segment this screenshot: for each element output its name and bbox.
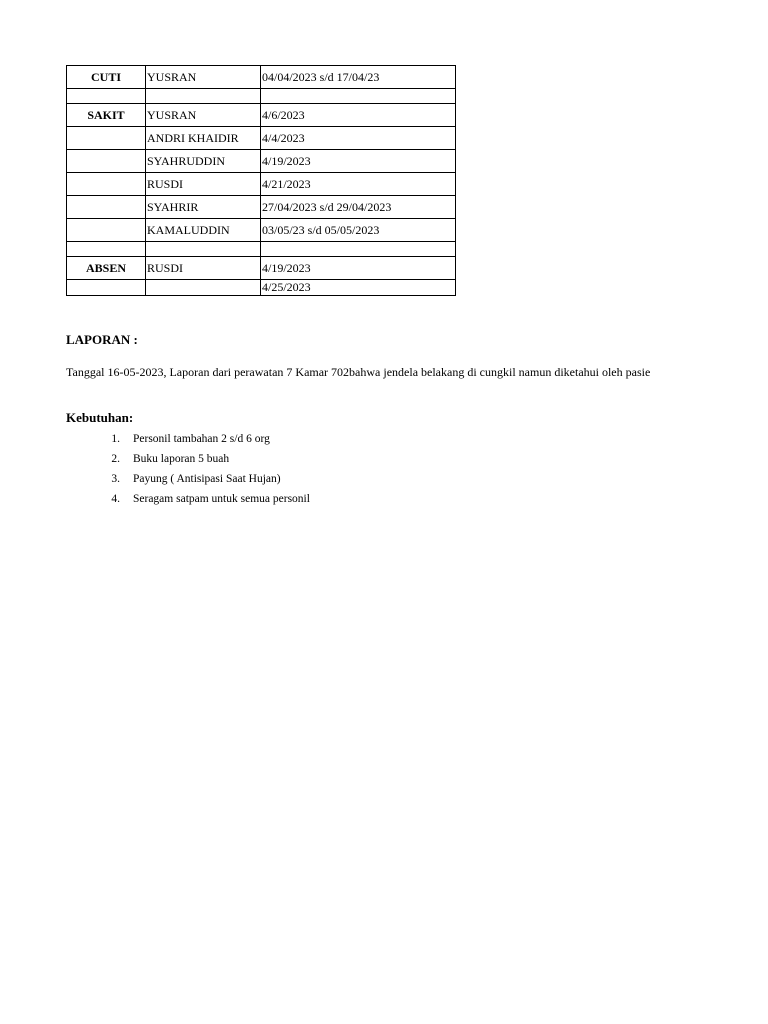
list-item-number: 4. — [111, 493, 120, 505]
name-cell: YUSRAN — [146, 104, 261, 127]
table-row — [67, 150, 456, 173]
name-cell: YUSRAN — [146, 66, 261, 89]
category-cell: SAKIT — [67, 104, 146, 127]
needs-list — [66, 432, 310, 512]
date-cell: 4/21/2023 — [261, 173, 456, 196]
name-cell: SYAHRUDDIN — [146, 150, 261, 173]
category-cell — [67, 173, 146, 196]
table-row — [67, 196, 456, 219]
name-cell — [146, 280, 261, 296]
list-item-number: 1. — [111, 433, 120, 445]
date-cell: 03/05/23 s/d 05/05/2023 — [261, 219, 456, 242]
date-cell: 4/4/2023 — [261, 127, 456, 150]
list-item — [66, 432, 310, 452]
name-cell: RUSDI — [146, 257, 261, 280]
name-cell: KAMALUDDIN — [146, 219, 261, 242]
list-item — [66, 472, 310, 492]
list-item-number: 2. — [111, 453, 120, 465]
category-cell — [67, 127, 146, 150]
list-item-text: Buku laporan 5 buah — [133, 453, 230, 465]
date-cell: 4/6/2023 — [261, 104, 456, 127]
date-cell — [261, 89, 456, 104]
date-cell: 04/04/2023 s/d 17/04/23 — [261, 66, 456, 89]
absence-table — [66, 65, 456, 296]
table-row — [67, 127, 456, 150]
name-cell: ANDRI KHAIDIR — [146, 127, 261, 150]
table-row — [67, 219, 456, 242]
date-cell: 4/19/2023 — [261, 150, 456, 173]
list-item-text: Seragam satpam untuk semua personil — [133, 493, 310, 505]
report-heading: LAPORAN : — [66, 332, 138, 347]
category-cell — [67, 196, 146, 219]
table-row — [67, 280, 456, 296]
table-row — [67, 89, 456, 104]
category-cell — [67, 219, 146, 242]
table-row — [67, 257, 456, 280]
list-item — [66, 452, 310, 472]
table-row — [67, 104, 456, 127]
table-body — [67, 66, 456, 296]
list-item-text: Personil tambahan 2 s/d 6 org — [133, 433, 270, 445]
name-cell — [146, 242, 261, 257]
date-cell: 27/04/2023 s/d 29/04/2023 — [261, 196, 456, 219]
list-item-number: 3. — [111, 473, 120, 485]
name-cell — [146, 89, 261, 104]
date-cell: 4/19/2023 — [261, 257, 456, 280]
date-cell — [261, 242, 456, 257]
date-cell: 4/25/2023 — [261, 280, 456, 296]
category-cell — [67, 150, 146, 173]
table-row — [67, 66, 456, 89]
table-row — [67, 242, 456, 257]
report-text: Tanggal 16-05-2023, Laporan dari perawatan 7 Kamar 702bahwa jendela belakang di cungkil namun diketahui oleh pasie — [66, 365, 651, 379]
needs-heading: Kebutuhan: — [66, 410, 134, 425]
category-cell — [67, 89, 146, 104]
category-cell: ABSEN — [67, 257, 146, 280]
name-cell: RUSDI — [146, 173, 261, 196]
name-cell: SYAHRIR — [146, 196, 261, 219]
category-cell — [67, 242, 146, 257]
table-row — [67, 173, 456, 196]
category-cell — [67, 280, 146, 296]
category-cell: CUTI — [67, 66, 146, 89]
list-item — [66, 492, 310, 512]
list-item-text: Payung ( Antisipasi Saat Hujan) — [133, 473, 281, 485]
